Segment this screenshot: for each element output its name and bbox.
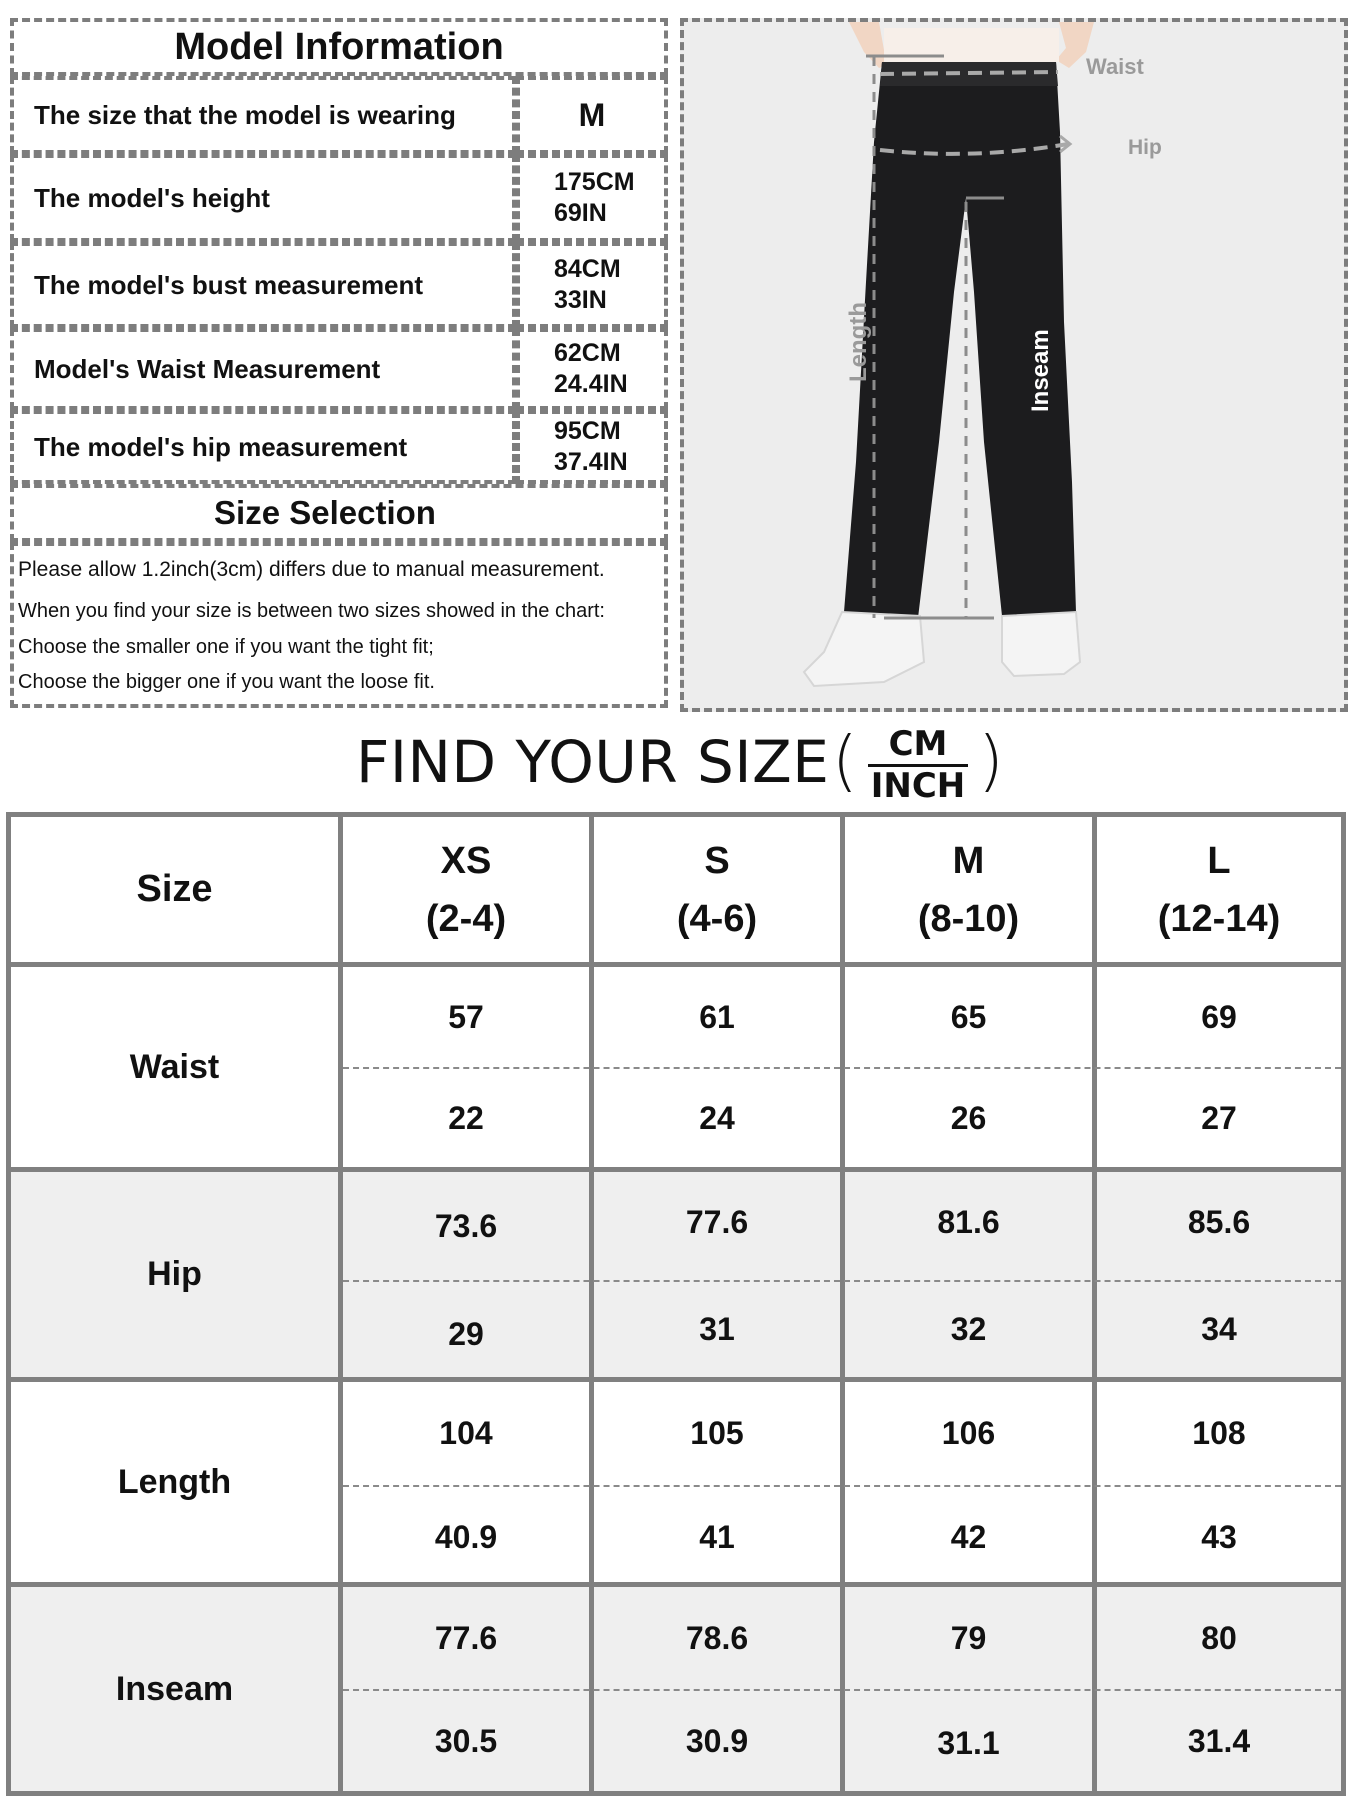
length-inch-xs: 40.9 — [434, 1518, 498, 1555]
hip-cm-m: 81.6 — [937, 1203, 1000, 1240]
waist-inch-xs: 22 — [448, 1099, 484, 1136]
size-range: (8-10) — [917, 897, 1020, 940]
size-header-xs — [343, 817, 589, 962]
length-inch-l: 43 — [1201, 1518, 1237, 1555]
inseam-cm-l: 80 — [1201, 1619, 1237, 1656]
hip-cm-l: 85.6 — [1187, 1203, 1251, 1240]
size-name: M — [952, 839, 985, 882]
note-line: Choose the bigger one if you want the loose fit. — [18, 671, 435, 693]
size-name: XS — [440, 839, 492, 882]
row-label-inseam: Inseam — [115, 1669, 234, 1708]
model-information-panel — [10, 18, 668, 708]
model-height-label: The model's height — [34, 182, 270, 213]
size-range: (4-6) — [676, 897, 758, 940]
length-label: Length — [845, 302, 872, 382]
hip-label: Hip — [1128, 136, 1162, 159]
right-shoe — [1002, 612, 1080, 676]
waist-inch-s: 24 — [699, 1099, 735, 1136]
waist-cm-s: 61 — [699, 998, 735, 1035]
inseam-inch-s: 30.9 — [685, 1722, 749, 1759]
size-header-corner: Size — [136, 868, 213, 910]
model-hip-value — [516, 410, 668, 484]
model-height-cm: 175CM — [554, 168, 635, 196]
hip-cm-xs: 73.6 — [434, 1207, 498, 1244]
size-range: (2-4) — [425, 897, 507, 940]
length-cm-xs: 104 — [439, 1415, 493, 1451]
model-hip-cm: 95CM — [554, 417, 621, 445]
model-bust-cm: 84CM — [554, 255, 621, 283]
length-inch-s: 41 — [699, 1518, 735, 1555]
waist-cm-xs: 57 — [448, 998, 484, 1035]
inseam-inch-l: 31.4 — [1187, 1722, 1251, 1759]
waist-cm-m: 65 — [950, 998, 987, 1035]
inseam-inch-xs: 30.5 — [434, 1722, 498, 1759]
size-range: (12-14) — [1157, 897, 1281, 940]
inseam-cm-xs: 77.6 — [434, 1619, 498, 1656]
size-header-s — [594, 817, 840, 962]
waist-cm-l: 69 — [1201, 998, 1237, 1035]
model-height-in: 69IN — [554, 199, 607, 227]
model-waist-in: 24.4IN — [554, 370, 628, 398]
pants-measurement-diagram — [680, 18, 1348, 712]
unit-fraction — [832, 722, 1002, 804]
model-hip-in: 37.4IN — [554, 448, 628, 476]
length-cm-m: 106 — [941, 1415, 996, 1451]
inseam-label: Inseam — [1027, 329, 1054, 412]
model-size-label: The size that the model is wearing — [34, 99, 456, 130]
model-info-title: Model Information — [174, 25, 504, 68]
row-label-waist: Waist — [129, 1047, 220, 1086]
length-cm-l: 108 — [1192, 1415, 1246, 1451]
model-waist-label: Model's Waist Measurement — [34, 353, 381, 384]
paren-close: ) — [978, 722, 1004, 799]
unit-cm: CM — [888, 724, 948, 764]
inseam-inch-m: 31.1 — [937, 1724, 1000, 1761]
left-shoe — [804, 612, 924, 686]
note-line: Please allow 1.2inch(3cm) differs due to manual measurement. — [18, 558, 605, 581]
hip-inch-l: 34 — [1201, 1311, 1237, 1347]
model-waist-cm: 62CM — [554, 339, 621, 367]
size-chart-table — [6, 812, 1346, 1796]
note-line: Choose the smaller one if you want the tight fit; — [18, 636, 434, 658]
row-label-length: Length — [117, 1462, 232, 1501]
length-cm-s: 105 — [690, 1415, 744, 1451]
size-name: L — [1207, 839, 1231, 882]
size-header-m — [845, 817, 1092, 962]
model-bust-label: The model's bust measurement — [34, 269, 424, 300]
hip-cm-s: 77.6 — [685, 1203, 749, 1240]
waist-label: Waist — [1086, 54, 1144, 79]
paren-open: ( — [832, 722, 858, 799]
model-bust-in: 33IN — [554, 286, 607, 314]
model-height-value — [516, 154, 668, 242]
inseam-cm-m: 79 — [950, 1619, 987, 1656]
size-selection-title: Size Selection — [214, 494, 436, 531]
model-bust-value — [516, 242, 668, 328]
find-your-size-title: FIND YOUR SIZE — [356, 728, 830, 796]
hip-inch-xs: 29 — [448, 1315, 484, 1352]
waist-inch-l: 27 — [1201, 1099, 1237, 1136]
row-label-hip: Hip — [147, 1255, 202, 1293]
waist-inch-m: 26 — [950, 1099, 987, 1136]
size-name: S — [704, 839, 730, 882]
unit-inch: INCH — [870, 766, 966, 806]
inseam-cm-s: 78.6 — [685, 1619, 749, 1656]
pants-illustration — [684, 22, 1344, 708]
model-size-value: M — [578, 96, 606, 133]
note-line: When you find your size is between two sizes showed in the chart: — [18, 600, 605, 622]
size-header-l — [1097, 817, 1341, 962]
model-waist-value — [516, 328, 668, 410]
length-inch-m: 42 — [950, 1518, 987, 1555]
find-your-size-heading — [0, 722, 1350, 804]
model-hip-label: The model's hip measurement — [34, 431, 408, 462]
hip-inch-m: 32 — [950, 1311, 987, 1347]
hip-inch-s: 31 — [699, 1311, 735, 1347]
